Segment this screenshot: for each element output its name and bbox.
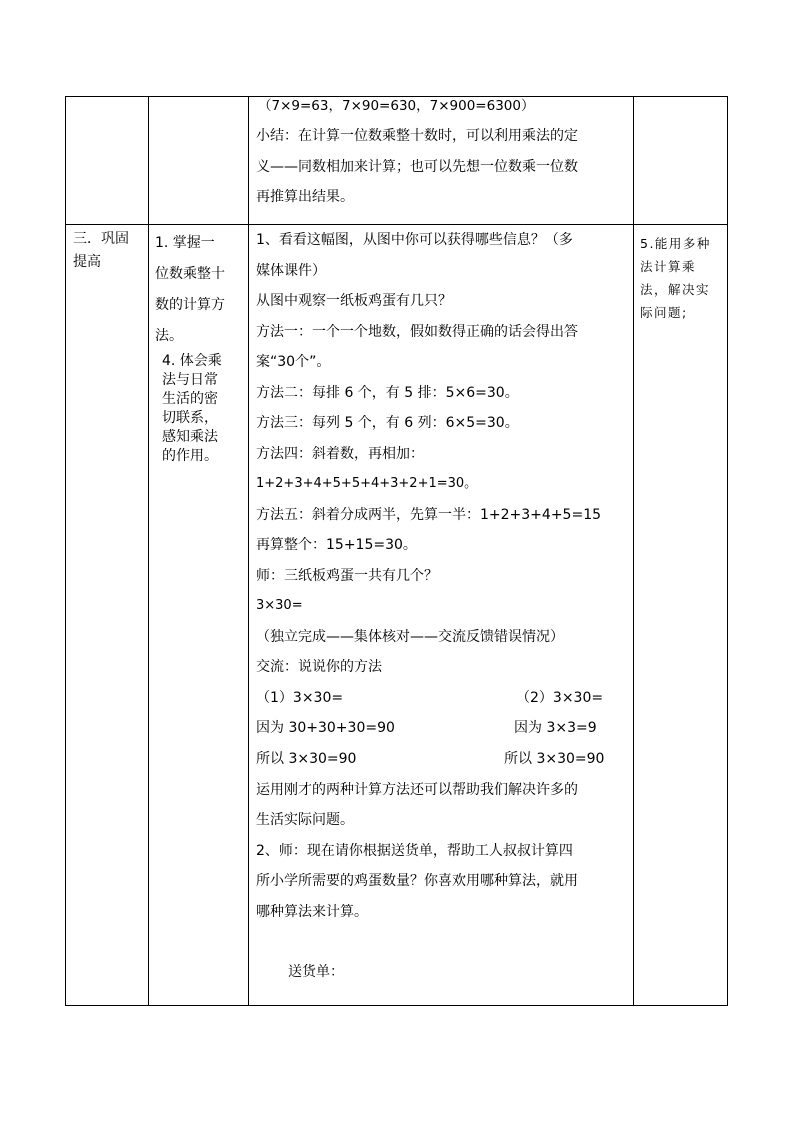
goal-line: 位数乘整十 [155, 266, 225, 282]
content-line: （独立完成——集体核对——交流反馈错误情况） [256, 628, 564, 645]
top-section-content [256, 94, 628, 213]
content-cell [256, 225, 628, 988]
content-line: 交流：说说你的方法 [256, 659, 382, 675]
method-2-line: 因为 3×3=9 [514, 720, 597, 736]
table-border-left [65, 96, 66, 1006]
goal-line: 法与日常 [162, 372, 218, 388]
content-line: 方法四：斜着数，再相加： [256, 445, 424, 462]
stage-label: 提高 [73, 254, 101, 270]
note-line: 法，解决实 [640, 282, 711, 297]
method-1 [256, 683, 395, 775]
content-line: 运用刚才的两种计算方法还可以帮助我们解决许多的 [256, 781, 578, 798]
method-1-line: 所以 3×30=90 [256, 750, 357, 767]
content-line: 1、看看这幅图，从图中你可以获得哪些信息？（多 [256, 232, 573, 248]
content-line: 案“30个”。 [256, 354, 331, 370]
content-line: 方法二：每排 6 个，有 5 排：5×6=30。 [256, 384, 519, 401]
stage-label: 三．巩固 [73, 231, 129, 247]
goal-line: 数的计算方 [155, 297, 225, 313]
goal-cell-2 [162, 352, 242, 466]
table-divider-2 [248, 96, 249, 1006]
content-line: 再算整个：15+15=30。 [256, 537, 417, 553]
content-line: 2、师：现在请你根据送货单，帮助工人叔叔计算四 [256, 842, 573, 859]
stage-cell [73, 228, 143, 274]
goal-line: 4. 体会乘 [162, 353, 222, 369]
content-line: 媒体课件） [256, 262, 326, 279]
method-1-line: （1）3×30= [256, 689, 344, 706]
content-line: 方法三：每列 5 个，有 6 列：6×5=30。 [256, 415, 519, 431]
delivery-label: 送货单： [288, 964, 344, 980]
goal-line: 1. 掌握一 [155, 235, 215, 251]
summary-line: 再推算出结果。 [256, 189, 354, 205]
note-line: 5.能用多种 [640, 236, 711, 251]
table-divider-3 [633, 96, 634, 1006]
formula-line: （7×9=63，7×90=630，7×900=6300） [258, 98, 535, 114]
content-line: 1+2+3+4+5+5+4+3+2+1=30。 [256, 476, 478, 491]
method-2-line: 所以 3×30=90 [504, 750, 605, 767]
content-line: 方法五：斜着分成两半，先算一半：1+2+3+4+5=15 [256, 506, 602, 523]
content-line: 方法一：一个一个地数，假如数得正确的话会得出答 [256, 323, 578, 340]
method-2-line: （2）3×30= [516, 689, 604, 706]
goal-line: 法。 [155, 328, 183, 344]
goal-line: 感知乘法 [162, 429, 218, 445]
summary-line: 义——同数相加来计算；也可以先想一位数乘一位数 [256, 158, 578, 175]
goal-line: 生活的密 [162, 391, 218, 407]
goal-line: 切联系， [162, 410, 218, 426]
content-line: 所小学所需要的鸡蛋数量？你喜欢用哪种算法，就用 [256, 873, 578, 889]
summary-line: 小结：在计算一位数乘整十数时，可以利用乘法的定 [256, 128, 578, 144]
content-line: 师：三纸板鸡蛋一共有几个？ [256, 567, 438, 584]
method-1-line: 因为 30+30+30=90 [256, 720, 395, 736]
goal-cell [155, 228, 243, 352]
content-line: 3×30= [256, 598, 303, 613]
note-line: 法计算乘 [640, 259, 697, 274]
note-cell [640, 232, 728, 324]
table-divider-1 [148, 96, 149, 1006]
content-line: 生活实际问题。 [256, 812, 354, 828]
table-border-bottom [65, 1005, 728, 1006]
goal-line: 的作用。 [162, 448, 218, 464]
content-line: 哪种算法来计算。 [256, 903, 368, 920]
content-line: 从图中观察一纸板鸡蛋有几只？ [256, 293, 452, 309]
method-2 [504, 683, 604, 775]
note-line: 际问题; [640, 305, 688, 320]
method-comparison [256, 683, 628, 775]
